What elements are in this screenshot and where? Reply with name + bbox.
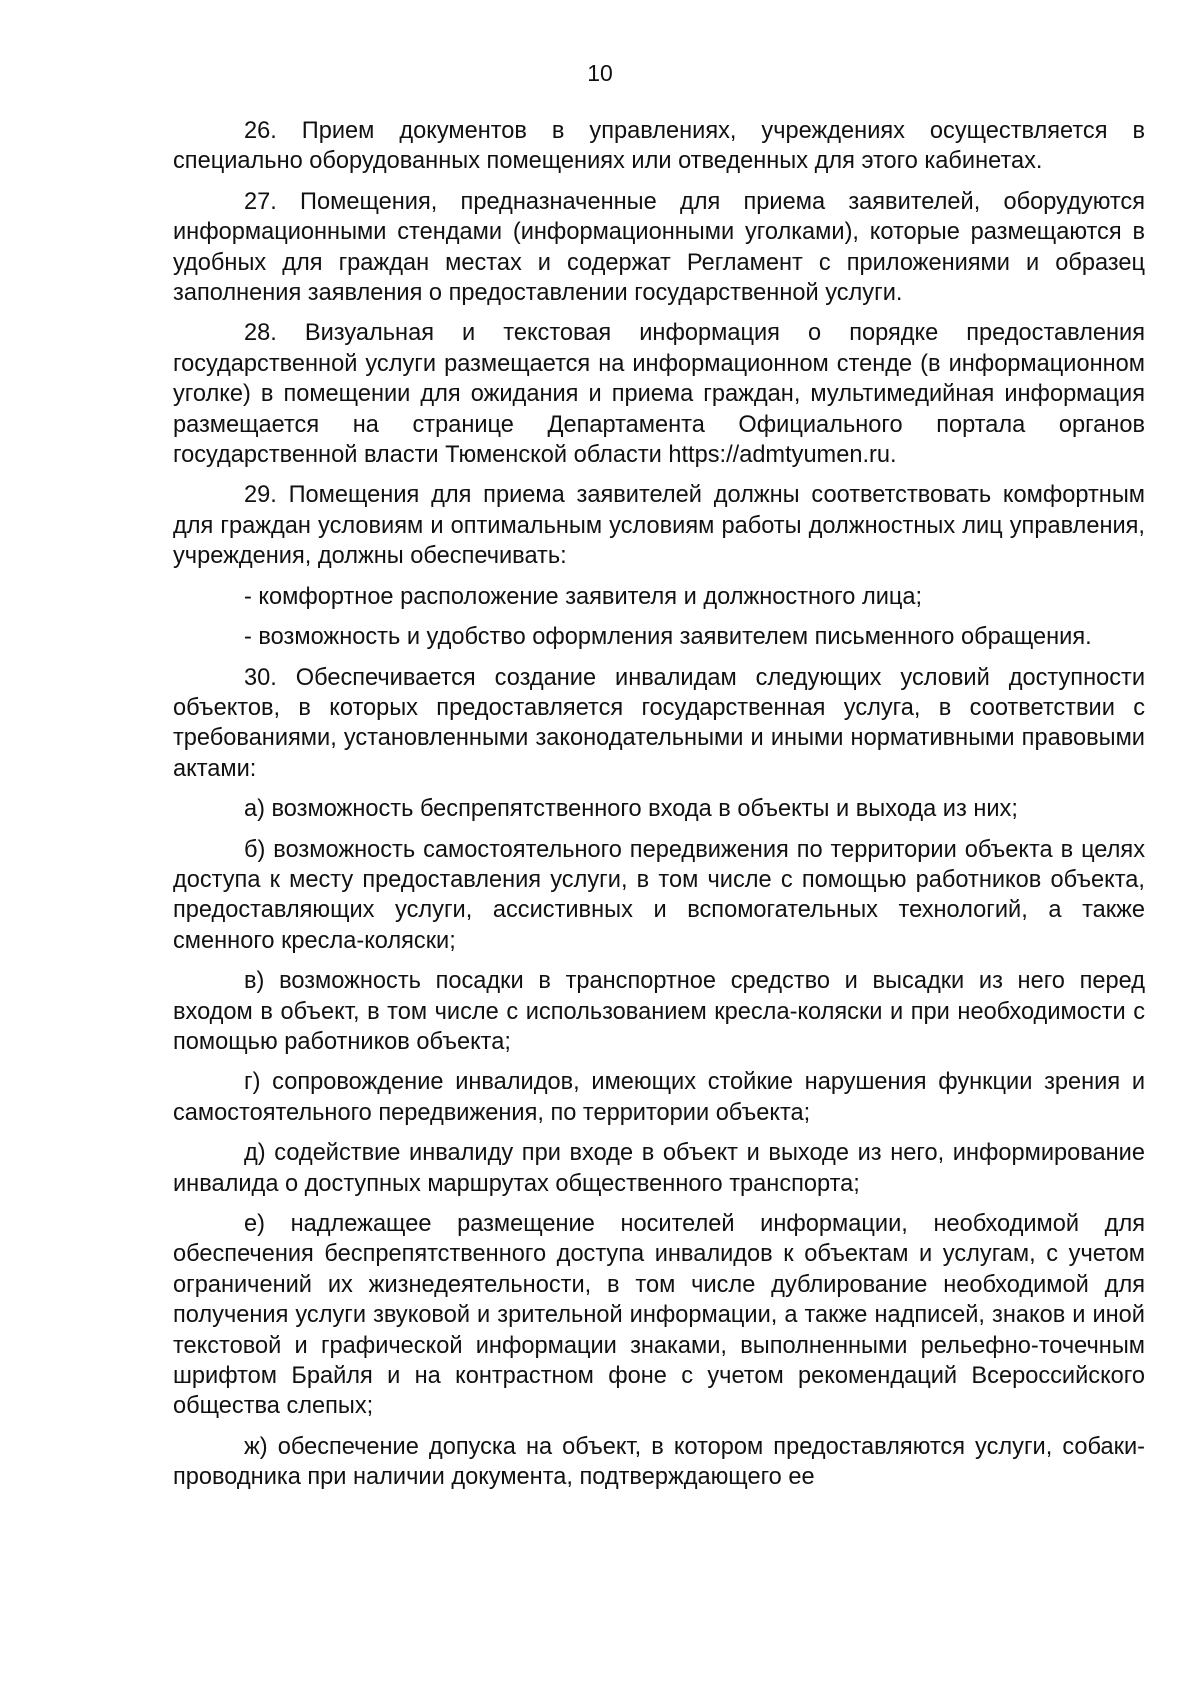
paragraph-30-item-e: е) надлежащее размещение носителей информации, необходимой для обеспечения беспрепятственного доступа инвалидов к объектам и услугам, с учетом ограничений их жизнедеятельности, в том числе дублирование необходимой для получения услуги звуковой и зрительной информации, а также надписей, знаков и иной текстовой и графической информации знаками, выполненными рельефно-точечным шрифтом Брайля и на контрастном фоне с учетом рекомендаций Всероссийского общества слепых;: [173, 1211, 1145, 1420]
paragraph-26: 26. Прием документов в управлениях, учреждениях осуществляется в специально оборудованных помещениях или отведенных для этого кабинетах.: [173, 118, 1145, 175]
page-number: 10: [587, 60, 613, 86]
paragraph-28: 28. Визуальная и текстовая информация о порядке предоставления государственной услуги размещается на информационном стенде (в информационном уголке) в помещении для ожидания и приема граждан, мультимедийная информация размещается на странице Департамента Официального портала органов государственной власти Тюменской области https://admtyumen.ru.: [173, 320, 1145, 469]
paragraph-29-item-1: - комфортное расположение заявителя и должностного лица;: [244, 583, 923, 610]
paragraph-30-item-g: г) сопровождение инвалидов, имеющих стойкие нарушения функции зрения и самостоятельного передвижения, по территории объекта;: [173, 1069, 1145, 1126]
paragraph-30-item-a: а) возможность беспрепятственного входа в объекты и выхода из них;: [244, 796, 1018, 823]
paragraph-29: 29. Помещения для приема заявителей должны соответствовать комфортным для граждан условиям и оптимальным условиям работы должностных лиц управления, учреждения, должны обеспечивать:: [173, 482, 1145, 570]
paragraph-29-item-2: - возможность и удобство оформления заявителем письменного обращения.: [244, 624, 1092, 651]
document-body: [173, 116, 1145, 1503]
paragraph-27: 27. Помещения, предназначенные для приема заявителей, оборудуются информационными стендами (информационными уголками), которые размещаются в удобных для граждан местах и содержат Регламент с приложениями и образец заполнения заявления о предоставлении государственной услуги.: [173, 188, 1145, 307]
paragraph-30-item-d: д) содействие инвалиду при входе в объект и выходе из него, информирование инвалида о доступных маршрутах общественного транспорта;: [173, 1140, 1145, 1197]
paragraph-30-item-v: в) возможность посадки в транспортное средство и высадки из него перед входом в объект, в том числе с использованием кресла-коляски и при необходимости с помощью работников объекта;: [173, 968, 1145, 1055]
paragraph-30-item-b: б) возможность самостоятельного передвижения по территории объекта в целях доступа к месту предоставления услуги, в том числе с помощью работников объекта, предоставляющих услуги, ассистивных и вспомогательных технологий, а также сменного кресла-коляски;: [173, 836, 1145, 954]
paragraph-30-item-zh: ж) обеспечение допуска на объект, в котором предоставляются услуги, собаки-проводника при наличии документа, подтверждающего ее: [173, 1433, 1145, 1491]
paragraph-30: 30. Обеспечивается создание инвалидам следующих условий доступности объектов, в которых предоставляется государственная услуга, в соответствии с требованиями, установленными законодательными и иными нормативными правовыми актами:: [173, 664, 1145, 782]
